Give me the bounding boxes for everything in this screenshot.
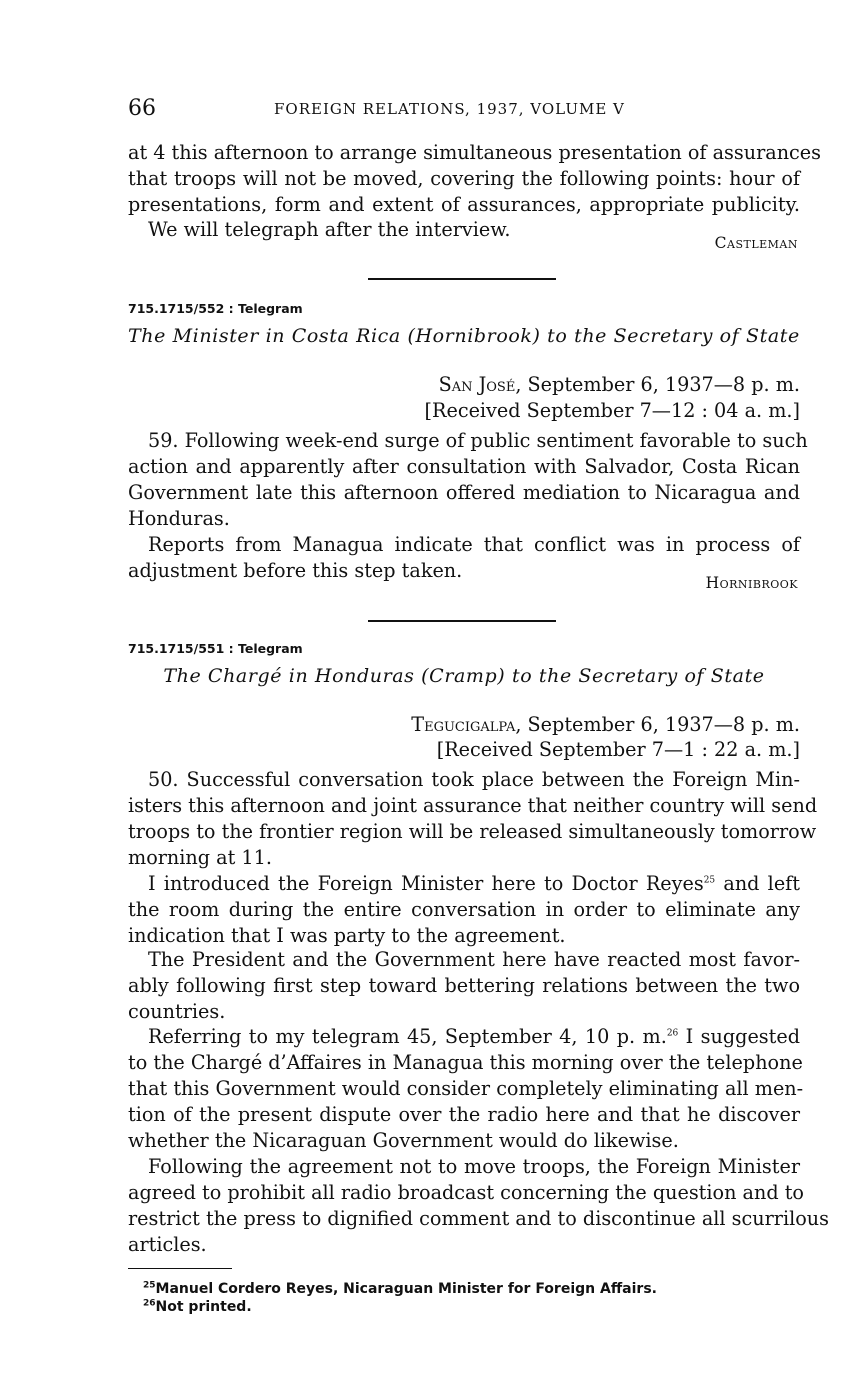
footnote [143,1299,252,1315]
dateline-date: , September 6, 1937—8 p. m. [515,713,800,736]
footnote-ref: 26 [666,1028,679,1039]
document-title: The Minister in Costa Rica (Hornibrook) to the Secretary of State [128,325,800,347]
line-text: and left [715,872,800,895]
paragraph-line: restrict the press to dignified comment and to discontinue all scurrilous [128,1207,829,1230]
paragraph-line [148,1024,800,1050]
section-divider [368,620,556,622]
paragraph-line: 50. Successful conversation took place between the Foreign Min- [148,768,800,791]
paragraph-line: that this Government would consider completely eliminating all men- [128,1077,804,1100]
signature: Hornibrook [705,574,798,592]
paragraph-line: that troops will not be moved, covering the following points: hour of [128,167,800,190]
line-text: Referring to my telegram 45, September 4, 10 p. m. [148,1025,667,1048]
footnote-mark: 25 [143,1280,156,1291]
paragraph-line: articles. [128,1233,207,1256]
paragraph-line: whether the Nicaraguan Government would do likewise. [128,1129,679,1152]
dateline-place: San José [438,373,516,396]
footnote-ref: 25 [703,875,716,886]
paragraph-line: troops to the frontier region will be released simultaneously tomorrow [128,820,817,843]
paragraph-line: We will telegraph after the interview. [148,218,511,241]
page-header [128,96,800,122]
received-line: [Received September 7—1 : 22 a. m.] [436,738,800,761]
paragraph-line: 59. Following week-end surge of public sentiment favorable to such [148,429,808,452]
section-divider [368,278,556,280]
paragraph-line: the room during the entire conversation in order to eliminate any [128,898,800,921]
paragraph-line: agreed to prohibit all radio broadcast concerning the question and to [128,1181,804,1204]
file-number: 715.1715/552 : Telegram [128,301,303,316]
dateline [128,712,800,738]
paragraph-line: Following the agreement not to move troops, the Foreign Minister [148,1155,800,1178]
line-text: I introduced the Foreign Minister here to Doctor Reyes [148,872,704,895]
footnote-mark: 26 [143,1298,156,1309]
line-text: I suggested [678,1025,800,1048]
received-line: [Received September 7—12 : 04 a. m.] [424,399,800,422]
footnote-text: Not printed. [155,1299,252,1315]
footnote [143,1281,657,1297]
paragraph-line: adjustment before this step taken. [128,559,463,582]
paragraph-line: action and apparently after consultation with Salvador, Costa Rican [128,455,800,478]
signature: Castleman [714,234,798,252]
paragraph-line: presentations, form and extent of assurances, appropriate publicity. [128,193,800,216]
paragraph-line: morning at 11. [128,846,272,869]
footnote-rule [128,1268,232,1269]
dateline-place: Tegucigalpa [411,713,516,736]
page-number: 66 [128,96,156,121]
paragraph-line: ably following first step toward bettering relations between the two [128,974,800,997]
dateline [128,372,800,398]
paragraph-line: countries. [128,1000,226,1023]
paragraph-line: at 4 this afternoon to arrange simultaneous presentation of assurances [128,141,822,164]
paragraph-line: Reports from Managua indicate that conflict was in process of [148,533,800,556]
paragraph-line: to the Chargé d’Affaires in Managua this morning over the telephone [128,1051,803,1074]
paragraph-line: The President and the Government here have reacted most favor- [148,948,800,971]
paragraph-line: Honduras. [128,507,230,530]
dateline-date: , September 6, 1937—8 p. m. [515,373,800,396]
paragraph-line: indication that I was party to the agreement. [128,924,566,947]
file-number: 715.1715/551 : Telegram [128,641,303,656]
document-title: The Chargé in Honduras (Cramp) to the Secretary of State [163,665,765,687]
paragraph-line: isters this afternoon and joint assurance that neither country will send [128,794,818,817]
paragraph-line: Government late this afternoon offered mediation to Nicaragua and [128,481,800,504]
paragraph-line [148,871,800,897]
running-title: FOREIGN RELATIONS, 1937, VOLUME V [274,100,625,118]
footnote-text: Manuel Cordero Reyes, Nicaraguan Minister for Foreign Affairs. [155,1281,657,1297]
paragraph-line: tion of the present dispute over the radio here and that he discover [128,1103,800,1126]
